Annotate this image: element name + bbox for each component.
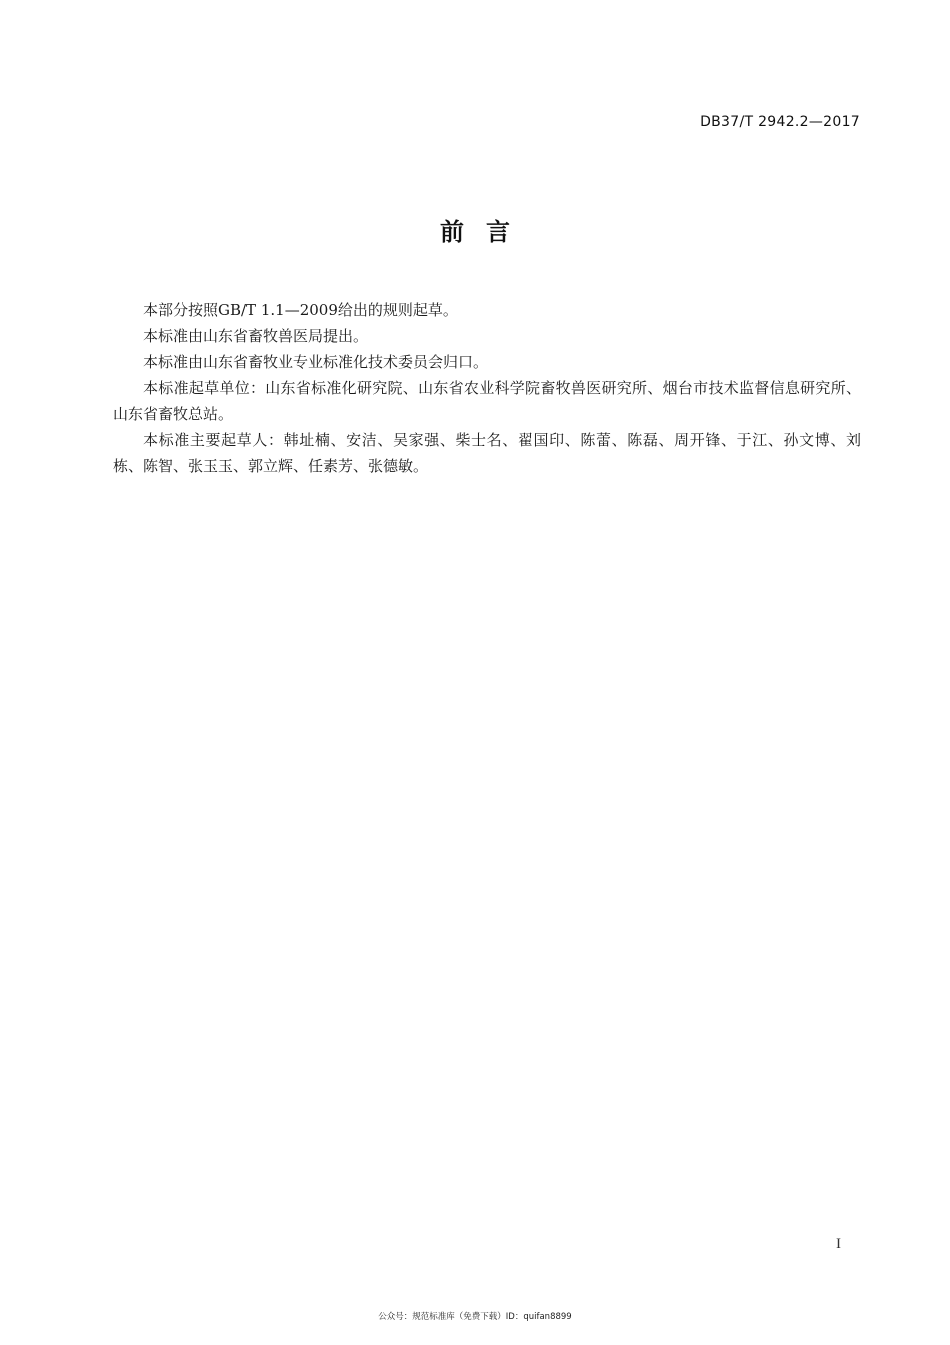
page-number: I [836, 1236, 841, 1252]
paragraph-drafting-rules: 本部分按照GB/T 1.1—2009给出的规则起草。 [143, 301, 458, 319]
footer-note: 公众号：规范标准库（免费下载）ID：quifan8899 [378, 1312, 572, 1322]
paragraph-committee: 本标准由山东省畜牧业专业标准化技术委员会归口。 [143, 353, 489, 371]
page-title: 前言 [440, 218, 532, 246]
paragraph-drafters: 本标准主要起草人：韩址楠、安洁、吴家强、柴士名、翟国印、陈蕾、陈磊、周开锋、于江、孙文博、刘栋、陈智、张玉玉、郭立辉、任素芳、张德敏。 [113, 431, 861, 475]
foreword-body [113, 297, 861, 479]
document-code: DB37/T 2942.2—2017 [700, 114, 860, 130]
paragraph-drafting-units: 本标准起草单位：山东省标准化研究院、山东省农业科学院畜牧兽医研究所、烟台市技术监督信息研究所、山东省畜牧总站。 [113, 379, 861, 423]
paragraph-proposer: 本标准由山东省畜牧兽医局提出。 [143, 327, 369, 345]
